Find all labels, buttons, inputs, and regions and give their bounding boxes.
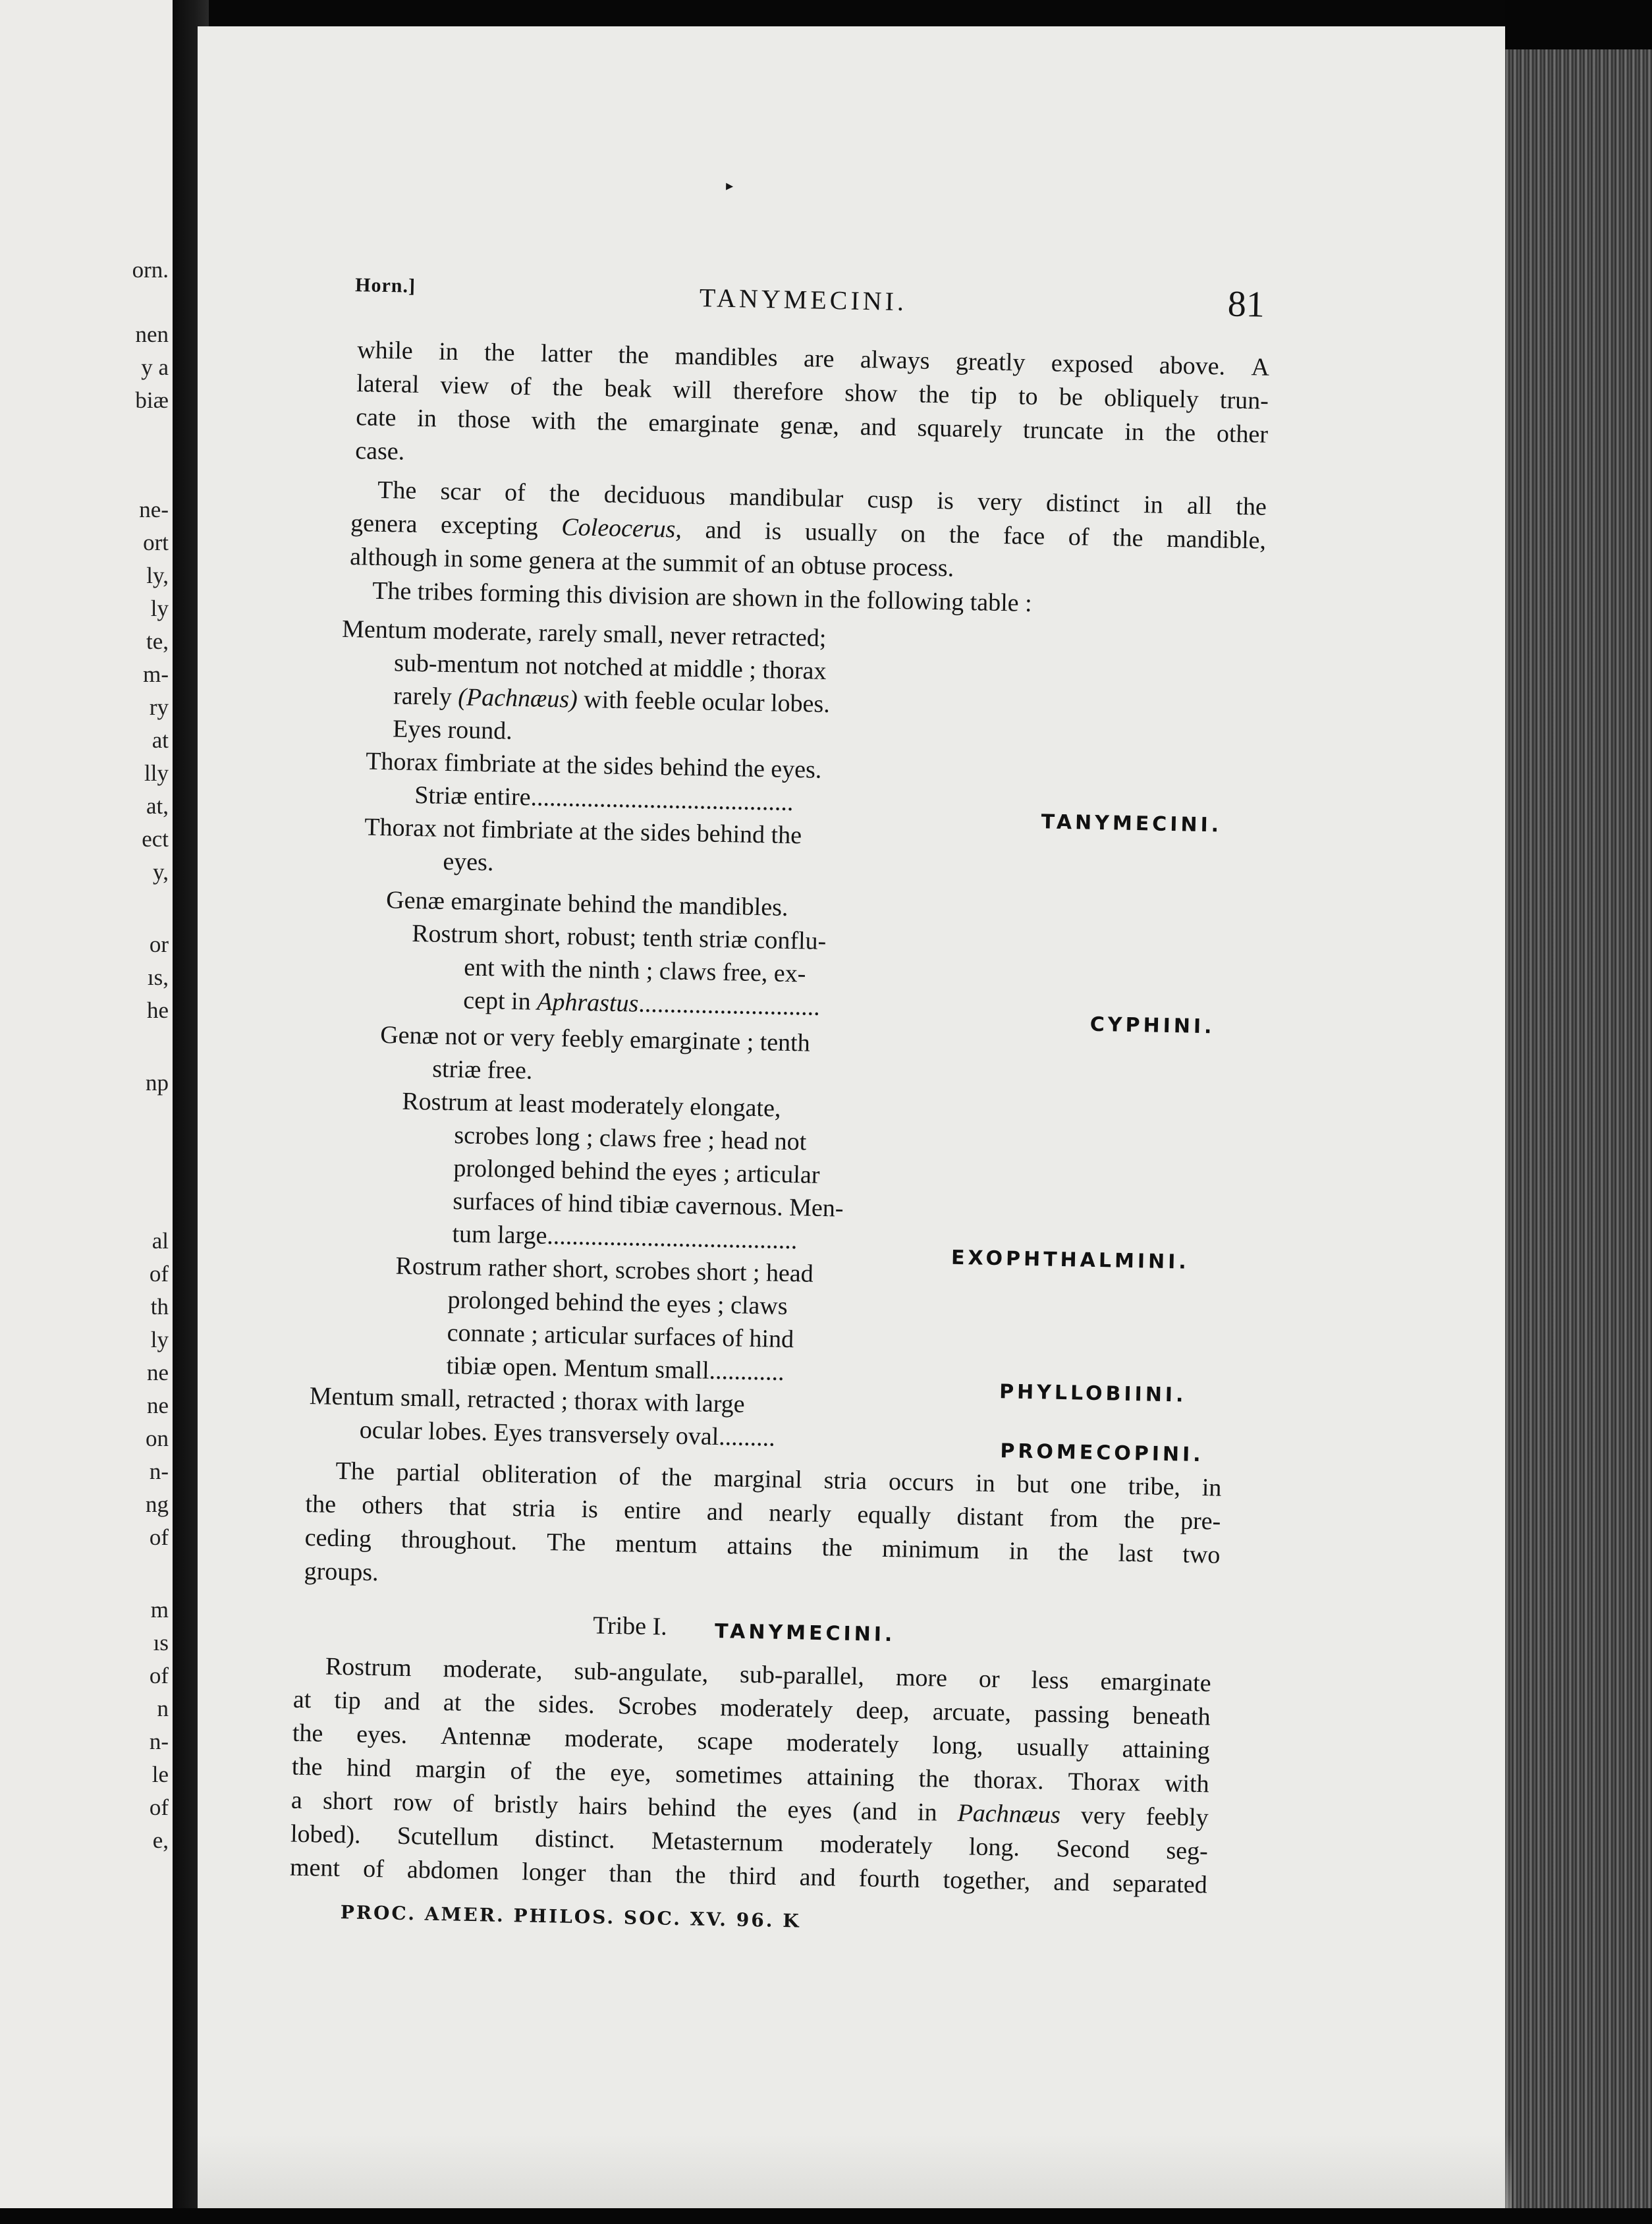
word: attaining	[1122, 1735, 1211, 1765]
word: show	[844, 379, 898, 408]
word: longer	[522, 1858, 586, 1887]
word: deciduous	[603, 480, 706, 511]
word: sides.	[537, 1690, 595, 1719]
running-head-title: TANYMECINI.	[699, 283, 908, 317]
word: excepting	[440, 511, 539, 541]
word: less	[1031, 1666, 1069, 1695]
word: the	[291, 1752, 323, 1781]
word: the	[1057, 1538, 1089, 1567]
word: Scutellum	[397, 1821, 499, 1852]
word: tribe,	[1128, 1472, 1181, 1501]
word: obliquely	[1103, 383, 1199, 414]
key-line: sub-mentum not notched at middle ; thorax	[393, 649, 827, 685]
left-page-text-fragment: of	[149, 1261, 169, 1287]
left-page-text-fragment: al	[151, 1228, 169, 1254]
word: distinct	[1045, 489, 1120, 518]
word: are	[803, 345, 835, 374]
tribe-name: PHYLLOBIINI.	[999, 1380, 1187, 1407]
key-line: prolonged behind the eyes ; articular	[453, 1154, 820, 1189]
word: eyes.	[356, 1720, 408, 1750]
word: passing	[1033, 1700, 1110, 1729]
word: separated	[1112, 1869, 1208, 1899]
left-page-text-fragment: ne-	[139, 497, 169, 522]
word: ment	[289, 1853, 341, 1883]
word: behind	[647, 1793, 717, 1823]
word: sometimes	[675, 1760, 783, 1790]
word: emarginate	[648, 408, 759, 439]
word: is	[581, 1495, 599, 1524]
word: genera	[350, 509, 418, 538]
key-line: connate ; articular surfaces of hind	[447, 1319, 794, 1354]
key-line: ent with the ninth ; claws free, ex-	[463, 953, 806, 988]
word: in	[438, 337, 459, 366]
word: long,	[931, 1731, 983, 1760]
word: of	[453, 1789, 474, 1818]
word: the	[661, 1463, 692, 1492]
text-line: The tribes forming this division are shown in the following table :	[372, 576, 1033, 617]
word: arcuate,	[932, 1698, 1012, 1727]
word: exposed	[1051, 349, 1134, 379]
word: usually	[804, 518, 878, 547]
word: others	[361, 1491, 424, 1520]
word: the	[483, 338, 516, 367]
word: in	[917, 1798, 937, 1827]
word: in	[1143, 491, 1164, 519]
key-line: Mentum small, retracted ; thorax with large	[309, 1382, 746, 1418]
left-page-text-fragment: ne	[146, 1393, 169, 1418]
word: the	[305, 1490, 337, 1518]
word: while	[356, 336, 414, 365]
key-line: Genæ emarginate behind the mandibles.	[385, 886, 788, 922]
left-page-text-fragment: or	[149, 931, 169, 957]
word: third	[729, 1862, 777, 1891]
word: all	[1186, 491, 1213, 520]
word: but	[1016, 1470, 1049, 1499]
word: A	[1251, 353, 1270, 381]
left-page-text-fragment: ıs,	[147, 964, 169, 990]
word: moderately	[786, 1729, 900, 1759]
word: throughout.	[400, 1525, 518, 1556]
word: of	[510, 372, 532, 401]
word: of	[362, 1854, 385, 1883]
word: a	[290, 1786, 303, 1814]
word: usually	[1016, 1733, 1089, 1762]
word: eye,	[610, 1758, 652, 1788]
word: the	[1112, 524, 1143, 553]
left-page-text-fragment: te,	[146, 628, 169, 654]
word: distinct.	[534, 1824, 616, 1854]
tribe-name: PROMECOPINI.	[1000, 1439, 1204, 1467]
left-page-text-fragment: of	[149, 1524, 169, 1550]
word: tip	[334, 1686, 362, 1715]
key-line: Thorax not fimbriate at the sides behind the	[364, 813, 802, 850]
word: is	[937, 487, 954, 515]
word: emarginate	[1100, 1667, 1212, 1698]
word: the	[1165, 418, 1196, 447]
word: partial	[396, 1458, 461, 1487]
word: lobes.	[770, 689, 831, 719]
text-line: groups.	[304, 1557, 379, 1587]
word: deep,	[856, 1696, 910, 1725]
text-line: case.	[354, 437, 405, 466]
word: at	[292, 1685, 312, 1714]
word: and	[706, 1497, 744, 1526]
left-page-text-fragment: ry	[149, 694, 169, 720]
word: on	[900, 520, 926, 548]
left-page-text-fragment: ıs	[153, 1630, 169, 1655]
word: marginal	[713, 1464, 803, 1494]
key-line: tibiæ open. Mentum small............	[446, 1352, 785, 1386]
word: is	[764, 517, 782, 545]
key-line	[393, 683, 830, 717]
word: very	[1080, 1801, 1126, 1830]
word: therefore	[732, 377, 824, 406]
word: always	[860, 345, 930, 375]
word: the	[918, 380, 950, 409]
word: mandibular	[729, 483, 844, 513]
word: the	[1236, 492, 1267, 521]
word: the	[549, 479, 580, 508]
left-page-text-fragment: orn.	[132, 257, 169, 283]
word: mandible,	[1166, 524, 1267, 555]
word: nearly	[768, 1499, 832, 1528]
word: the	[949, 520, 980, 549]
word: short	[322, 1787, 373, 1816]
left-page-text-fragment: at,	[146, 793, 169, 819]
word: rarely	[393, 682, 453, 711]
word: Scrobes	[617, 1692, 698, 1721]
word: the	[918, 1764, 950, 1793]
word: the	[736, 1794, 767, 1823]
word: in	[1201, 1474, 1222, 1502]
word: distant	[956, 1503, 1024, 1532]
key-line: Genæ not or very feebly emarginate ; tenth	[379, 1021, 811, 1057]
word: with	[583, 685, 629, 715]
word: to	[1018, 382, 1039, 411]
left-page-text-fragment: ly	[150, 1327, 169, 1352]
word: beneath	[1132, 1702, 1211, 1731]
word: the	[484, 1689, 516, 1718]
left-page-text-fragment: n-	[149, 1459, 169, 1484]
word: feeble	[634, 686, 696, 716]
word: of	[510, 1757, 532, 1785]
word: cate	[355, 403, 397, 432]
word: Second	[1055, 1834, 1130, 1864]
word: ocular	[702, 688, 765, 717]
word: Rostrum	[325, 1652, 412, 1682]
word: moderately	[719, 1694, 833, 1724]
word: those	[457, 405, 511, 434]
key-line: Rostrum at least moderately elongate,	[402, 1087, 781, 1123]
word: two	[1182, 1540, 1221, 1569]
word: lobed).	[290, 1820, 362, 1849]
word: mandibles	[675, 342, 779, 372]
word: long.	[968, 1833, 1020, 1862]
word: other	[1216, 420, 1269, 449]
left-page-text-fragment: n	[157, 1696, 169, 1721]
left-page-text-fragment: at	[151, 727, 169, 753]
left-page-text-fragment: ng	[146, 1491, 169, 1517]
word: of	[504, 478, 526, 507]
word: attains	[727, 1532, 793, 1561]
key-line: eyes.	[443, 847, 494, 877]
left-page-text-fragment: biæ	[135, 387, 169, 413]
left-page-text-fragment: m-	[143, 661, 169, 687]
word: the	[618, 341, 649, 370]
word: obliteration	[482, 1460, 598, 1490]
word: cept	[462, 986, 506, 1015]
left-page-text-fragment: th	[150, 1294, 169, 1320]
word: trun-	[1219, 386, 1269, 415]
word: from	[1049, 1504, 1099, 1534]
word: Aphrastus.............................	[536, 987, 821, 1021]
word: in	[1124, 418, 1145, 447]
key-line: surfaces of hind tibiæ cavernous. Men-	[453, 1187, 844, 1223]
word: and	[799, 1863, 836, 1892]
section-heading-tribe: TANYMECINI.	[714, 1619, 896, 1647]
key-line: Rostrum short, robust; tenth striæ conflu-	[411, 919, 827, 956]
left-page-text-fragment: of	[149, 1663, 169, 1688]
word: together,	[943, 1866, 1031, 1896]
left-page-text-fragment: e,	[152, 1827, 169, 1853]
word: face	[1003, 522, 1045, 551]
key-line: tum large........................................	[452, 1220, 798, 1255]
word: the	[821, 1534, 853, 1562]
key-line	[463, 987, 820, 1019]
word: be	[1059, 383, 1084, 412]
word: the	[675, 1860, 707, 1889]
left-page-text-fragment: m	[150, 1597, 169, 1623]
key-line: ocular lobes. Eyes transversely oval.........	[359, 1416, 776, 1452]
word: very	[977, 487, 1023, 516]
word: the	[1123, 1505, 1155, 1534]
word: feebly	[1145, 1802, 1209, 1832]
word: The	[377, 476, 417, 505]
key-line: Rostrum rather short, scrobes short ; head	[395, 1252, 814, 1288]
word: squarely	[917, 414, 1003, 444]
word: eyes	[787, 1796, 833, 1825]
word: tip	[970, 381, 998, 410]
key-line: scrobes long ; claws free ; head not	[454, 1121, 807, 1156]
word: stria	[512, 1494, 556, 1523]
word: the	[552, 373, 584, 402]
word: moderate,	[443, 1655, 543, 1684]
page-number: 81	[1227, 283, 1265, 325]
word: cusp	[867, 486, 914, 514]
left-page-text-fragment: y,	[153, 859, 169, 885]
tribe-name: CYPHINI.	[1089, 1013, 1215, 1039]
left-page-text-fragment: on	[146, 1426, 169, 1451]
word: latter	[540, 339, 593, 369]
word: Antennæ	[440, 1722, 532, 1752]
word: that	[449, 1493, 487, 1522]
running-head-author: Horn.]	[354, 274, 416, 297]
word: entire	[623, 1496, 682, 1525]
word: above.	[1159, 351, 1226, 381]
key-line: Thorax fimbriate at the sides behind the eyes.	[365, 747, 822, 784]
word: in	[510, 987, 532, 1016]
word: in	[1008, 1537, 1029, 1566]
word: minimum	[881, 1534, 980, 1565]
word: hairs	[578, 1792, 628, 1821]
word: abdomen	[406, 1856, 499, 1885]
key-line: prolonged behind the eyes ; claws	[447, 1286, 788, 1321]
word: the	[596, 408, 628, 437]
word: margin	[415, 1755, 487, 1785]
word: The	[546, 1528, 586, 1557]
word: attaining	[806, 1762, 895, 1793]
word: seg-	[1166, 1837, 1209, 1866]
word: Coleocerus,	[561, 513, 682, 543]
left-page-text-fragment: ne	[146, 1360, 169, 1385]
key-line: striæ free.	[431, 1055, 533, 1085]
word: mentum	[615, 1530, 698, 1559]
left-page-text-fragment: lly	[144, 760, 169, 786]
tribe-name: EXOPHTHALMINI.	[950, 1246, 1190, 1274]
word: hind	[346, 1754, 392, 1783]
left-page-text-fragment: ly	[150, 596, 169, 621]
word: will	[673, 375, 713, 404]
left-page-text-fragment: he	[146, 997, 169, 1023]
word: equally	[857, 1501, 931, 1530]
word: Metasternum	[651, 1827, 784, 1858]
left-page-text-fragment: n-	[149, 1729, 169, 1754]
word: (Pachnæus)	[457, 683, 578, 713]
word: at	[443, 1688, 462, 1717]
left-page-text-fragment: le	[151, 1762, 169, 1787]
word: in	[975, 1469, 996, 1498]
key-line: Eyes round.	[392, 715, 513, 745]
word: the	[555, 1758, 586, 1787]
word: sub-angulate,	[574, 1657, 709, 1688]
word: The	[335, 1457, 375, 1486]
key-line: Striæ entire..........................................	[414, 781, 794, 817]
word: the	[292, 1719, 323, 1748]
word: scape	[697, 1727, 754, 1756]
word: bristly	[493, 1790, 559, 1820]
word: stria	[823, 1466, 867, 1495]
word: one	[1070, 1471, 1107, 1500]
word: scar	[440, 477, 482, 506]
word: genæ,	[779, 411, 840, 441]
word: thorax.	[973, 1765, 1045, 1795]
tribe-name: TANYMECINI.	[1041, 810, 1223, 837]
word: truncate	[1022, 416, 1104, 445]
left-page-text-fragment: y a	[141, 354, 169, 380]
footer-signature: PROC. AMER. PHILOS. SOC. XV. 96. K	[340, 1901, 801, 1932]
section-heading-label: Tribe I.	[592, 1611, 668, 1641]
word: lateral	[356, 370, 420, 399]
word: greatly	[955, 347, 1026, 377]
left-page-text-fragment: of	[149, 1794, 169, 1820]
word: occurs	[888, 1468, 954, 1497]
key-line: Mentum moderate, rarely small, never retracted;	[341, 615, 827, 652]
word: view	[440, 371, 489, 401]
word: (and	[852, 1797, 898, 1826]
word: or	[978, 1665, 1001, 1694]
word: of	[1068, 522, 1089, 551]
word: more	[895, 1663, 948, 1692]
left-page-text-fragment: ly,	[146, 563, 169, 588]
word: in	[416, 404, 437, 433]
word: Thorax	[1068, 1767, 1141, 1797]
word: and	[705, 516, 742, 545]
left-page-text-fragment: ect	[142, 826, 169, 852]
left-page-text-fragment: np	[146, 1070, 169, 1096]
left-page-text-fragment: ort	[143, 530, 169, 555]
word: row	[393, 1788, 433, 1817]
word: and	[383, 1687, 421, 1716]
word: and	[860, 412, 897, 441]
word: sub-parallel,	[739, 1660, 865, 1691]
word: than	[609, 1859, 653, 1889]
word: pre-	[1180, 1507, 1221, 1536]
word: beak	[604, 374, 652, 403]
word: with	[1164, 1769, 1210, 1798]
word: Pachnæus	[957, 1799, 1061, 1829]
word: with	[531, 406, 576, 435]
printer-mark: ▸	[725, 177, 734, 194]
text-line: although in some genera at the summit of an obtuse process.	[349, 543, 954, 582]
word: moderately	[819, 1830, 933, 1860]
left-page-text-fragment: nen	[135, 321, 169, 347]
word: moderate,	[564, 1724, 665, 1754]
word: last	[1118, 1539, 1153, 1568]
word: and	[1053, 1868, 1090, 1897]
word: ceding	[304, 1524, 372, 1553]
word: fourth	[858, 1864, 920, 1894]
word: of	[619, 1462, 640, 1491]
